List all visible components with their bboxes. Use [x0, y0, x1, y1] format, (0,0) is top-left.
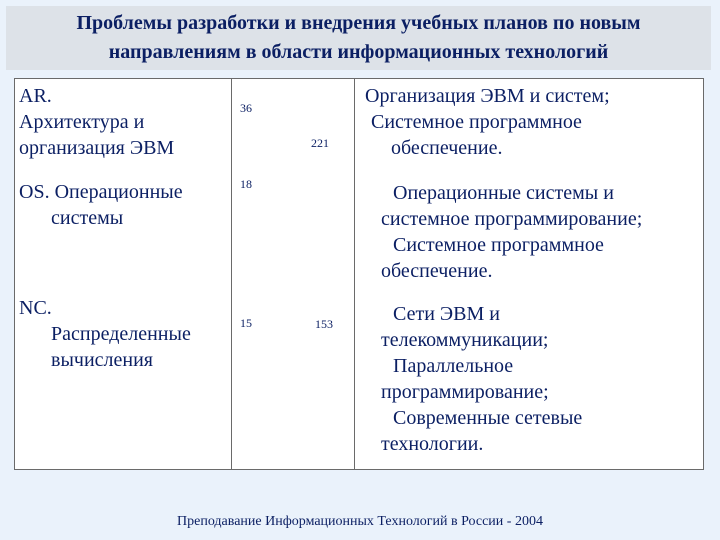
description-line: Системное программное: [393, 234, 604, 256]
curriculum-table: [14, 78, 704, 470]
course-code: NC.: [19, 297, 52, 319]
description-line: Системное программное: [371, 111, 582, 133]
description-line: Сети ЭВМ и: [393, 303, 500, 325]
description-line: обеспечение.: [381, 260, 493, 282]
description-line: технологии.: [381, 433, 484, 455]
description-line: обеспечение.: [391, 137, 503, 159]
course-name-line: вычисления: [51, 349, 153, 371]
description-line: телекоммуникации;: [381, 329, 549, 351]
description-line: Операционные системы и: [393, 182, 614, 204]
group-total: 221: [311, 136, 329, 150]
slide-footer: Преподавание Информационных Технологий в России - 2004: [177, 514, 543, 529]
hours-os: 18: [240, 177, 252, 191]
slide-title: [6, 6, 711, 70]
course-name-line: системы: [51, 207, 124, 229]
course-name-line: Архитектура и: [19, 111, 145, 133]
description-line: системное программирование;: [381, 208, 643, 230]
group-total: 153: [315, 317, 333, 331]
description-os: [381, 180, 703, 284]
description-line: Параллельное: [393, 355, 514, 377]
description-line: программирование;: [381, 381, 549, 403]
course-os: [19, 179, 224, 231]
course-name-line: OS. Операционные: [19, 181, 183, 203]
description-line: Организация ЭВМ и систем;: [365, 85, 610, 107]
course-name-line: организация ЭВМ: [19, 137, 175, 159]
course-ar: [19, 83, 224, 161]
title-line-1: Проблемы разработки и внедрения учебных планов по новым: [76, 12, 641, 34]
title-line-2: направлениям в области информационных технологий: [108, 41, 609, 63]
description-nc: [381, 301, 703, 457]
description-line: Современные сетевые: [393, 407, 583, 429]
course-nc: [19, 295, 224, 373]
course-code: AR.: [19, 85, 52, 107]
column-divider: [354, 79, 355, 469]
hours-nc: 15: [240, 316, 252, 330]
hours-ar: 36: [240, 101, 252, 115]
description-ar: [361, 83, 701, 161]
course-name-line: Распределенные: [51, 323, 191, 345]
column-divider: [231, 79, 232, 469]
